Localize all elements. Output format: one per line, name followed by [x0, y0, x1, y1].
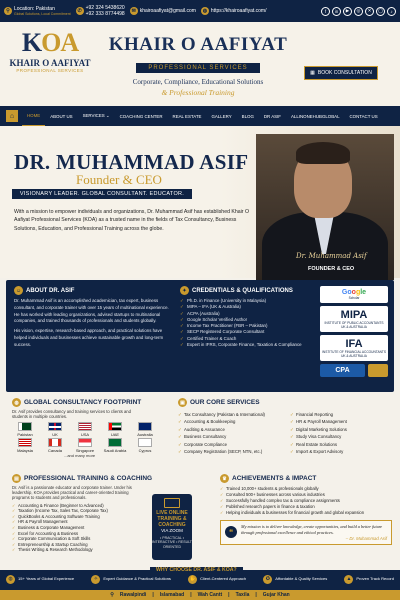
why-choose-bar [0, 567, 400, 590]
list-item: ✓ Certified Trainer & Coach [180, 336, 310, 342]
logo-mark-oa: OA [41, 28, 79, 57]
list-item: ✓ Business & Corporate Management [12, 525, 218, 531]
live-training-heading: LIVE ONLINE TRAINING & COACHING [156, 510, 188, 528]
ifa-text: IFA [345, 338, 363, 350]
why-item-client [188, 575, 246, 584]
linkedin-icon[interactable]: in [332, 7, 341, 16]
live-training-card [152, 494, 192, 560]
why-item-label: 15+ Years of Global Experience [18, 576, 75, 582]
whatsapp-icon[interactable]: ◯ [376, 7, 385, 16]
google-scholar-logo [320, 286, 388, 303]
country-flags [12, 422, 172, 453]
founder-photo [256, 134, 394, 280]
user-icon: ☺ [15, 287, 22, 294]
list-item: ✓ Google Scholar Verified Author [180, 317, 310, 323]
flag-uk [42, 422, 68, 437]
logo-mark-k: K [21, 28, 42, 57]
nav-item-dr-asif[interactable]: DR ASIF [263, 113, 281, 119]
flag-saudi-arabia [102, 438, 128, 453]
logo-tagline: PROFESSIONAL SERVICES [16, 68, 84, 73]
more-countries: ...and many more [64, 453, 96, 459]
brand-line: Corporate, Compliance, Educational Solutions [132, 78, 264, 86]
hero-badge: VISIONARY LEADER. GLOBAL CONSULTANT. EDUCATOR. [12, 189, 192, 199]
photo-hair [296, 142, 350, 164]
nav-item-home[interactable]: HOME [22, 106, 45, 126]
website-link[interactable]: https://khairoaafiyat.com/ [210, 8, 267, 14]
flag-pakistan [12, 422, 38, 437]
flag-usa [72, 422, 98, 437]
flag-singapore [72, 438, 98, 453]
mipa-logo [320, 306, 388, 332]
list-item: ✓ QuickBooks & Accounting Software Training [12, 514, 218, 520]
list-item: ✓ Trained 10,000+ students & professionals globally [220, 486, 392, 492]
service-item[interactable]: ✓ Import & Export Advisory [290, 448, 388, 455]
list-item: ✓ MIPA – IFA (UK & Australia) [180, 304, 310, 310]
why-item-guidance [91, 575, 171, 584]
services-section [178, 398, 390, 455]
footprint-section [12, 398, 172, 458]
country-label: UK [52, 432, 58, 438]
social-links [321, 7, 396, 16]
list-item: ✓ Excel for Accounting & Business [12, 531, 218, 537]
flag-uae [102, 422, 128, 437]
service-item[interactable]: ✓ HR & Payroll Management [290, 418, 388, 425]
nav-item-services[interactable]: SERVICES ⌄ [82, 113, 110, 118]
youtube-icon[interactable]: ▶ [343, 7, 352, 16]
list-item: ✓ Expert in IFRS, Corporate Finance, Taxation & Compliance [180, 342, 310, 348]
hero-name: DR. MUHAMMAD ASIF [14, 150, 249, 174]
graduation-cap-icon: ✦ [180, 286, 189, 295]
service-item[interactable]: ✓ Auditing & Assurance [178, 426, 290, 433]
brand-script: & Professional Training [161, 88, 235, 97]
brand-ribbon: PROFESSIONAL SERVICES [136, 63, 259, 73]
cpa-logo-row [320, 364, 388, 377]
live-training-tags: • PRACTICAL • INTERACTIVE • RESULT ORIENTED [152, 535, 192, 549]
country-label: Malaysia [17, 448, 33, 454]
phone-1[interactable]: +92 324 5438620 [85, 5, 125, 11]
briefcase-icon: ▣ [178, 398, 187, 407]
book-consultation-button[interactable] [304, 66, 378, 80]
photo-signature: Dr. Muhammad Asif [296, 252, 367, 260]
list-item: ✓ Successfully handled complex tax & compliance assignments [220, 498, 392, 504]
brand-title-block [108, 34, 288, 97]
about-paragraph-2: His vision, expertise, research-based approach, and practical solutions have helped individuals and businesses achieve sustainable growth and long-term success. [14, 328, 164, 347]
mission-quote [220, 520, 392, 545]
list-item: ✓ Accounting & Finance (Beginner to Advanced) [12, 503, 218, 509]
services-title [178, 398, 390, 407]
why-item-label: Expert Guidance & Practical Solutions [103, 576, 171, 582]
list-item: ✓ Income Tax Practitioner (FBR – Pakistan) [180, 323, 310, 329]
list-item: ✓ ACPA (Australia) [180, 311, 310, 317]
country-label: UAE [110, 432, 120, 438]
city-islamabad: Islamabad [159, 592, 185, 598]
service-item[interactable]: ✓ Corporate Compliance [178, 441, 290, 448]
book-consultation-label: BOOK CONSULTATION [317, 70, 372, 76]
google-scholar-sub: Scholar [348, 296, 360, 300]
training-title [12, 474, 218, 483]
crest-icon [368, 364, 388, 377]
services-title-text: OUR CORE SERVICES [190, 399, 260, 406]
flag-canada [42, 438, 68, 453]
facebook-icon[interactable]: f [321, 7, 330, 16]
city-gujar-khan: Gujar Khan [262, 592, 290, 598]
website-block[interactable] [201, 7, 267, 15]
country-label: Pakistan [17, 432, 33, 438]
why-item-label: Client-Centered Approach [200, 576, 247, 582]
about-credentials-panel [6, 280, 394, 392]
mipa-sub: INSTITUTE OF PUBLIC ACCOUNTANTS UK & AUSTRALIA [324, 321, 384, 329]
footprint-title-text: GLOBAL CONSULTANCY FOOTPRINT [24, 399, 142, 406]
about-paragraph-1: Dr. Muhammad Asif is an accomplished academician, tax expert, business consultant, and corporate trainer with over 15 years of multinational experience. He has worked with leading organizations, advised startups to multinational companies, and trained thousands of professionals and students globally. [14, 298, 169, 324]
calendar-icon: ▦ [310, 70, 315, 76]
koa-logo[interactable] [8, 28, 92, 73]
city-separator: | [255, 592, 257, 598]
list-item: ✓ Helping individuals & businesses for financial growth and global expansion [220, 510, 392, 516]
google-letters-4: le [360, 289, 367, 296]
credentials-title [180, 286, 310, 295]
logo-name: KHAIR O AAFIYAT [9, 58, 91, 68]
footprint-title [12, 398, 172, 407]
why-item-quality [263, 575, 327, 584]
location-pin-icon: ⚲ [4, 7, 12, 15]
nav-item-gallery[interactable]: GALLERY [211, 113, 232, 119]
quote-icon: ❝ [225, 526, 237, 538]
home-icon[interactable]: ⌂ [6, 110, 18, 122]
site-header [0, 22, 400, 106]
badge-icon: ✪ [263, 575, 272, 584]
phone-block[interactable] [76, 5, 125, 17]
list-item: ✓ HR & Payroll Management [12, 519, 218, 525]
photo-role: FOUNDER & CEO [308, 266, 355, 272]
google-letters-2: o [351, 289, 356, 296]
credentials-title-text: CREDENTIALS & QUALIFICATIONS [192, 287, 293, 294]
hero-intro: With a mission to empower individuals and organizations, Dr. Muhammad Asif has established Khair O Aafiyat Professional Services (KOA) as a trusted name in the fields of Tax Consultancy, Business Solutions, Education, and Professional Training across the globe. [14, 209, 249, 232]
cities-bar [0, 590, 400, 600]
city-wah-cantt: Wah Cantt [197, 592, 223, 598]
country-label: Canada [47, 448, 62, 454]
city-taxila: Taxila [235, 592, 250, 598]
lightbulb-icon: ✧ [91, 575, 100, 584]
brand-title: KHAIR O AAFIYAT [108, 34, 288, 55]
ifa-logo [320, 335, 388, 361]
nav-item-blog[interactable]: BLOG [241, 113, 254, 119]
city-rawalpindi: Rawalpindi [119, 592, 147, 598]
training-desc: Dr. Asif is a passionate educator and corporate trainer. Under his leadership, KOA provides practical and career-oriented training programs to students and professionals. [12, 485, 132, 501]
why-item-experience [6, 575, 74, 584]
list-item: ✓ Entrepreneurship & Startup Coaching [12, 542, 218, 548]
why-item-label: Affordable & Quality Services [275, 576, 328, 582]
achievements-title-text: ACHIEVEMENTS & IMPACT [232, 475, 317, 482]
flag-australia [132, 422, 158, 437]
nav-item-coaching[interactable]: COACHING CENTER [119, 113, 163, 119]
mission-author: – Dr. Muhammad Asif [345, 536, 387, 542]
credentials-section [180, 286, 310, 348]
ifa-sub: INSTITUTE OF FINANCIAL ACCOUNTANTS UK & AUSTRALIA [322, 350, 386, 358]
live-training-zoom: VIA ZOOM [161, 528, 183, 533]
footprint-desc: Dr. Asif provides consultancy and training services to clients and students in multiple countries. [12, 409, 131, 420]
achievements-list [220, 486, 392, 516]
handshake-icon: ✋ [189, 576, 196, 583]
list-item: ✓ Corporate Communication & Soft Skills [12, 536, 218, 542]
about-title-text: ABOUT DR. ASIF [26, 287, 75, 294]
list-item: ✓ Published research papers in finance & taxation [220, 504, 392, 510]
list-item: ✓ Consulted 500+ businesses across various industries [220, 492, 392, 498]
training-achievements-section [6, 474, 394, 570]
country-label: USA [80, 432, 90, 438]
monitor-icon [164, 498, 180, 508]
service-item[interactable]: ✓ Accounting & Bookkeeping [178, 418, 290, 425]
service-item[interactable]: ✓ Digital Marketing Solutions [290, 426, 388, 433]
phone-2[interactable]: +92 333 8774498 [85, 11, 125, 17]
country-label: Australia [137, 432, 153, 438]
list-item: ✓ Taxation (Income Tax, Sales Tax, Corporate Tax) [12, 508, 218, 514]
location-label: Location: Pakistan [14, 6, 55, 12]
phone-icon: ✆ [77, 8, 82, 14]
service-item[interactable]: ✓ Study Visa Consultancy [290, 433, 388, 440]
achievements-section [220, 474, 392, 545]
mission-text: My mission is to deliver knowledge, create opportunities, and build a better future through professional excellence and ethical practices. [241, 524, 383, 535]
list-item: ✓ SECP Registered Corporate Consultant [180, 329, 310, 335]
credential-logos [320, 286, 388, 377]
training-section [12, 474, 218, 553]
why-choose-items [6, 575, 394, 584]
location-subtitle: Global Solutions, Local Commitment [14, 12, 71, 16]
training-title-text: PROFESSIONAL TRAINING & COACHING [24, 475, 153, 482]
nav-item-allinonehub[interactable]: ALLINONEHUBGLOBAL [290, 113, 340, 119]
location-block [4, 6, 71, 16]
globe-icon: ◍ [6, 575, 15, 584]
email-icon: ✉ [131, 8, 136, 14]
about-title [14, 286, 174, 295]
google-letters-3: g [355, 289, 361, 296]
country-label: Saudi Arabia [103, 448, 127, 454]
google-letters-1: Go [341, 289, 352, 296]
service-item[interactable]: ✓ Company Registration (SECP, NTN, etc.) [178, 448, 290, 455]
service-item[interactable]: ✓ Financial Reporting [290, 411, 388, 418]
nav-item-real-estate[interactable]: REAL ESTATE [172, 113, 202, 119]
about-section [14, 286, 174, 349]
service-item[interactable]: ✓ Business Consultancy [178, 433, 290, 440]
main-nav [0, 106, 400, 126]
logo-mark [8, 28, 92, 58]
country-label: Cyprus [138, 448, 152, 454]
country-label: Singapore [75, 448, 95, 454]
why-item-label: Proven Track Record [356, 576, 394, 582]
service-item[interactable]: ✓ Tax Consultancy (Pakistan & International) [178, 411, 290, 418]
globe-icon: ◍ [12, 398, 21, 407]
trophy-icon: ♛ [220, 474, 229, 483]
hero-role: Founder & CEO [76, 172, 162, 187]
cpa-logo: CPA [320, 364, 365, 377]
email-link[interactable]: khairoaafiyat@gmail.com [139, 8, 196, 14]
mipa-text: MIPA [340, 309, 368, 321]
city-separator: | [228, 592, 230, 598]
why-item-track [344, 575, 394, 584]
tiktok-icon[interactable]: ♪ [387, 7, 396, 16]
location-pin-icon: ⚲ [110, 592, 114, 598]
hero-section [0, 126, 400, 278]
flag-malaysia [12, 438, 38, 453]
nav-item-contact[interactable]: CONTACT US [349, 113, 378, 119]
footprint-services-section [6, 396, 394, 472]
flag-cyprus [132, 438, 158, 453]
credentials-list [180, 298, 310, 348]
city-separator: | [190, 592, 192, 598]
globe-icon: ◍ [202, 8, 208, 14]
city-separator: | [152, 592, 154, 598]
x-icon[interactable]: ✕ [365, 7, 374, 16]
achievements-title [220, 474, 392, 483]
why-choose-title: WHY CHOOSE DR. ASIF & KOA? [150, 567, 243, 573]
presentation-icon: ▤ [12, 474, 21, 483]
list-item: ✓ Ph.D. in Finance (University in Malaysia) [180, 298, 310, 304]
chart-icon: ▲ [344, 575, 353, 584]
service-item[interactable]: ✓ Real Estate Solutions [290, 441, 388, 448]
email-block[interactable] [130, 7, 196, 15]
top-contact-bar [0, 0, 400, 22]
list-item: ✓ Thesis Writing & Research Methodology [12, 547, 218, 553]
nav-item-about[interactable]: ABOUT US [50, 113, 73, 119]
instagram-icon[interactable]: ◎ [354, 7, 363, 16]
services-grid [178, 411, 390, 455]
